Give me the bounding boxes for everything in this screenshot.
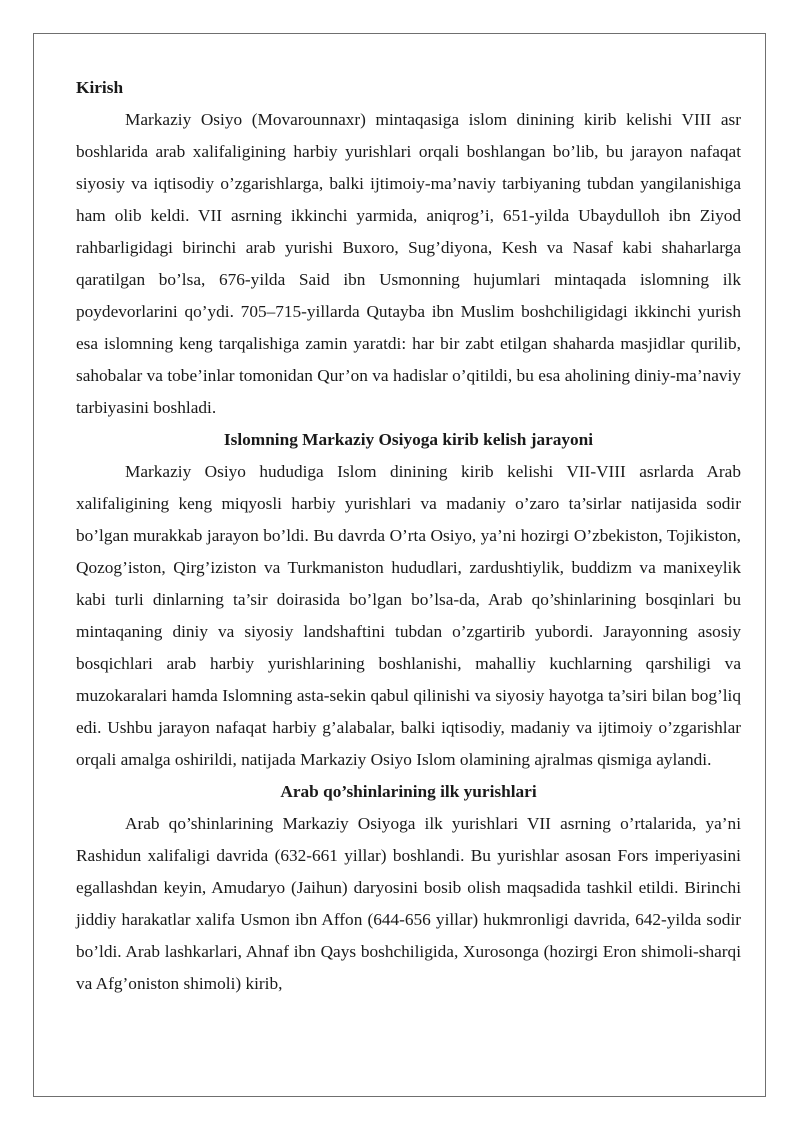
section-heading-first-campaigns: Arab qo’shinlarining ilk yurishlari [280,782,537,801]
section-heading-islam-arrival: Islomning Markaziy Osiyoga kirib kelish jarayoni [223,430,594,449]
intro-heading: Kirish [76,78,124,97]
intro-paragraph: Markaziy Osiyo (Movarounnaxr) mintaqasiga islom dinining kirib kelishi VIII asr boshlarida arab xalifaligining harbiy yurishlari orqali boshlangan bo’lib, bu jarayon nafaqat siyosiy va iqtisodiy o’zgarishlarga, balki ijtimoiy-ma’naviy tarbiyaning tubdan yangilanishiga ham olib keldi. VII asrning ikkinchi yarmida, aniqrog’i, 651-yilda Ubaydulloh ibn Ziyod rahbarligidagi birinchi arab yurishi Buxoro, Sug’diyona, Kesh va Nasaf kabi shaharlarga qaratilgan bo’lsa, 676-yilda Said ibn Usmonning hujumlari mintaqada islomning ilk poydevorlarini qo’ydi. 705–715-yillarda Qutayba ibn Muslim boshchiligidagi ikkinchi yurish esa islomning keng tarqalishiga zamin yaratdi: har bir zabt etilgan shaharda masjidlar qurilib, sahobalar va tobe’inlar tomonidan Qur’on va hadislar o’qitildi, bu esa aholining diniy-ma’naviy tarbiyasini boshladi. [76,110,741,417]
document-body [76,72,741,1000]
section-paragraph-islam-arrival: Markaziy Osiyo hududiga Islom dinining kirib kelishi VII-VIII asrlarda Arab xalifaligining keng miqyosli harbiy yurishlari va madaniy o’zaro ta’sirlar natijasida sodir bo’lgan murakkab jarayon bo’ldi. Bu davrda O’rta Osiyo, ya’ni hozirgi O’zbekiston, Tojikiston, Qozog’iston, Qirg’iziston va Turkmaniston hududlari, zardushtiylik, buddizm va manixeylik kabi turli dinlarning ta’sir doirasida bo’lgan bo’lsa-da, Arab qo’shinlarining bosqinlari bu mintaqaning diniy va siyosiy landshaftini tubdan o’zgartirib yubordi. Jarayonning asosiy bosqichlari arab harbiy yurishlarining boshlanishi, mahalliy kuchlarning qarshiligi va muzokaralari hamda Islomning asta-sekin qabul qilinishi va siyosiy hayotga ta’siri bilan bog’liq edi. Ushbu jarayon nafaqat harbiy g’alabalar, balki iqtisodiy, madaniy va ijtimoiy o’zgarishlar orqali amalga oshirildi, natijada Markaziy Osiyo Islom olamining ajralmas qismiga aylandi. [76,462,741,769]
section-paragraph-first-campaigns: Arab qo’shinlarining Markaziy Osiyoga ilk yurishlari VII asrning o’rtalarida, ya’ni Rashidun xalifaligi davrida (632-661 yillar) boshlandi. Bu yurishlar asosan Fors imperiyasini egallashdan keyin, Amudaryo (Jaihun) daryosini bosib olish maqsadida tashkil etildi. Birinchi jiddiy harakatlar xalifa Usmon ibn Affon (644-656 yillar) hukmronligi davrida, 642-yilda sodir bo’ldi. Arab lashkarlari, Ahnaf ibn Qays boshchiligida, Xurosonga (hozirgi Eron shimoli-sharqi va Afg’oniston shimoli) kirib, [76,814,741,993]
